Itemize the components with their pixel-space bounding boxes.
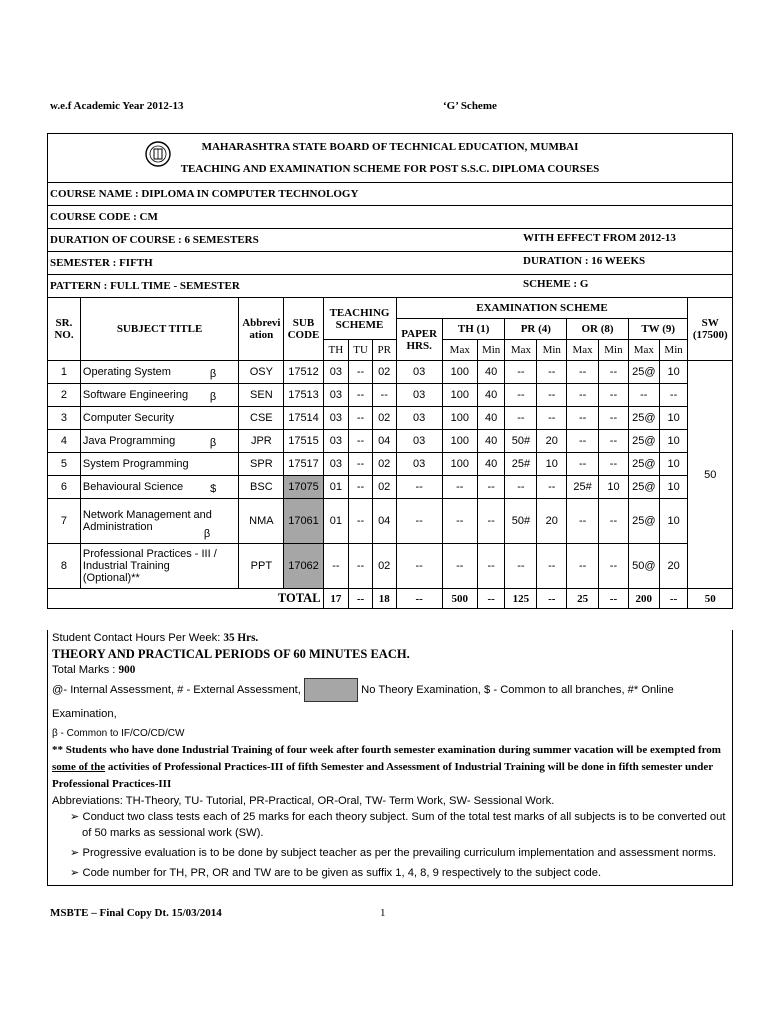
cell-abbrev: PPT: [239, 544, 284, 589]
cell-twmax: 25@: [628, 430, 659, 453]
cell-abbrev: NMA: [239, 499, 284, 544]
col-sw: SW (17500): [688, 298, 733, 361]
cell-twmin: 20: [659, 544, 688, 589]
total-paper: --: [396, 589, 442, 609]
semester-duration: DURATION : 16 WEEKS: [523, 255, 646, 267]
cell-thmax: 100: [442, 453, 477, 476]
cell-twmin: 10: [659, 476, 688, 499]
table-row: [48, 476, 733, 499]
cell-prmax: --: [505, 407, 537, 430]
bullet-text: Progressive evaluation is to be done by subject teacher as per the prevailing curriculum implementation and assessment norms.: [82, 847, 717, 860]
subject-mark: β: [209, 368, 217, 380]
table-row: [48, 499, 733, 544]
bullet-text: Conduct two class tests each of 25 marks for each theory subject. Sum of the total test marks of all subjects is to be converted out of 50 marks as sessional work (SW).: [82, 811, 726, 840]
bullet-text: Code number for TH, PR, OR and TW are to be given as suffix 1, 4, 8, 9 respectively to the subject code.: [82, 867, 602, 880]
cell-thmin: 40: [477, 430, 505, 453]
cell-paper: 03: [396, 453, 442, 476]
cell-thmin: 40: [477, 453, 505, 476]
cell-twmax: 25@: [628, 361, 659, 384]
cell-twmin: 10: [659, 361, 688, 384]
cell-paper: --: [396, 499, 442, 544]
cell-code: 17514: [284, 407, 323, 430]
cell-prmax: 50#: [505, 430, 537, 453]
total-or-max: 25: [567, 589, 599, 609]
cell-prmin: --: [537, 384, 567, 407]
scheme-code: SCHEME : G: [523, 278, 589, 290]
cell-abbrev: OSY: [239, 361, 284, 384]
cell-paper: 03: [396, 361, 442, 384]
cell-ormax: --: [567, 544, 599, 589]
cell-thmin: --: [477, 499, 505, 544]
cell-thmax: 100: [442, 407, 477, 430]
col-or-min: Min: [599, 340, 629, 361]
cell-paper: 03: [396, 407, 442, 430]
cell-thmin: 40: [477, 361, 505, 384]
total-tu: --: [349, 589, 373, 609]
cell-ormin: 10: [599, 476, 629, 499]
col-th-max: Max: [442, 340, 477, 361]
cell-paper: 03: [396, 430, 442, 453]
cell-twmax: 25@: [628, 407, 659, 430]
subject-title: Network Management and Administration: [82, 509, 212, 533]
col-tw-min: Min: [659, 340, 688, 361]
cell-ormin: --: [599, 544, 629, 589]
cell-ormax: 25#: [567, 476, 599, 499]
msbte-logo-icon: [144, 140, 172, 168]
cell-sr: 4: [48, 430, 81, 453]
cell-twmin: --: [659, 384, 688, 407]
cell-paper: --: [396, 476, 442, 499]
cell-code: 17515: [284, 430, 323, 453]
total-th-max: 500: [442, 589, 477, 609]
cell-abbrev: SPR: [239, 453, 284, 476]
cell-code: 17513: [284, 384, 323, 407]
cell-thmax: 100: [442, 384, 477, 407]
subject-title: Operating System: [82, 366, 171, 378]
col-pr: PR (4): [505, 319, 567, 340]
total-label: TOTAL: [48, 589, 324, 609]
students-note-2: some of the: [52, 761, 106, 774]
cell-sr: 8: [48, 544, 81, 589]
cell-twmax: --: [628, 384, 659, 407]
cell-sr: 7: [48, 499, 81, 544]
col-exam: EXAMINATION SCHEME: [396, 298, 688, 319]
cell-tu: --: [349, 544, 373, 589]
cell-sw: 50: [688, 361, 733, 589]
cell-subject: [80, 384, 238, 407]
col-teach-pr: PR: [372, 340, 396, 361]
cell-code: 17517: [284, 453, 323, 476]
subject-mark: $: [210, 483, 217, 495]
bullet-2: ➢ Progressive evaluation is to be done by subject teacher as per the prevailing curriculum implementation and assessment norms.: [70, 847, 717, 860]
scheme-table: [47, 133, 733, 609]
col-sr: SR. NO.: [48, 298, 81, 361]
subject-title: Software Engineering: [82, 389, 189, 401]
legend-a: @- Internal Assessment, # - External Assessment,: [52, 684, 301, 696]
cell-pr: 02: [372, 453, 396, 476]
subject-mark: β: [209, 391, 217, 403]
cell-thmax: --: [442, 544, 477, 589]
col-pr-min: Min: [537, 340, 567, 361]
col-tw: TW (9): [628, 319, 688, 340]
cell-twmax: 25@: [628, 453, 659, 476]
cell-subject: [80, 407, 238, 430]
subject-title: Java Programming: [82, 435, 176, 447]
cell-twmin: 10: [659, 499, 688, 544]
cell-twmin: 10: [659, 407, 688, 430]
cell-tu: --: [349, 499, 373, 544]
total-pr-max: 125: [505, 589, 537, 609]
cell-twmin: 10: [659, 453, 688, 476]
no-theory-swatch: [304, 678, 358, 702]
table-row: [48, 361, 733, 384]
cell-pr: 04: [372, 430, 396, 453]
cell-ormin: --: [599, 453, 629, 476]
cell-th: 03: [323, 407, 349, 430]
col-th: TH (1): [442, 319, 505, 340]
cell-twmin: 10: [659, 430, 688, 453]
cell-th: 03: [323, 453, 349, 476]
cell-abbrev: BSC: [239, 476, 284, 499]
table-row: [48, 430, 733, 453]
cell-thmin: --: [477, 476, 505, 499]
col-teach-tu: TU: [349, 340, 373, 361]
cell-twmax: 50@: [628, 544, 659, 589]
footer-copy: MSBTE – Final Copy Dt. 15/03/2014: [50, 907, 222, 919]
cell-abbrev: CSE: [239, 407, 284, 430]
cell-tu: --: [349, 384, 373, 407]
cell-subject: [80, 430, 238, 453]
cell-ormax: --: [567, 407, 599, 430]
col-paper: PAPER HRS.: [396, 319, 442, 361]
beta-note: β - Common to IF/CO/CD/CW: [52, 728, 185, 740]
cell-sr: 5: [48, 453, 81, 476]
cell-prmin: 10: [537, 453, 567, 476]
col-pr-max: Max: [505, 340, 537, 361]
subject-title: Professional Practices - III / Industrial Training (Optional)**: [82, 548, 217, 584]
cell-prmax: --: [505, 361, 537, 384]
cell-subject: [80, 453, 238, 476]
cell-subject: [80, 476, 238, 499]
cell-thmin: 40: [477, 384, 505, 407]
cell-paper: 03: [396, 384, 442, 407]
subject-mark: β: [209, 437, 217, 449]
cell-thmin: --: [477, 544, 505, 589]
cell-pr: --: [372, 384, 396, 407]
cell-ormax: --: [567, 430, 599, 453]
marks-label: Total Marks :: [52, 664, 116, 676]
cell-prmin: --: [537, 407, 567, 430]
total-or-min: --: [599, 589, 629, 609]
cell-ormax: --: [567, 361, 599, 384]
cell-prmin: --: [537, 544, 567, 589]
contact-value: 35 Hrs.: [223, 632, 259, 644]
cell-ormin: --: [599, 430, 629, 453]
cell-code: 17062: [284, 544, 323, 589]
cell-th: --: [323, 544, 349, 589]
cell-prmax: --: [505, 476, 537, 499]
col-th-min: Min: [477, 340, 505, 361]
cell-thmax: --: [442, 476, 477, 499]
subject-title: Computer Security: [82, 412, 174, 424]
total-th: 17: [323, 589, 349, 609]
subject-title: System Programming: [82, 458, 189, 470]
page-number: 1: [380, 907, 386, 919]
effect-from: WITH EFFECT FROM 2012-13: [523, 232, 676, 244]
col-or-max: Max: [567, 340, 599, 361]
cell-abbrev: SEN: [239, 384, 284, 407]
cell-tu: --: [349, 407, 373, 430]
cell-prmin: 20: [537, 499, 567, 544]
cell-ormin: --: [599, 384, 629, 407]
marks-value: 900: [118, 664, 136, 676]
cell-tu: --: [349, 430, 373, 453]
cell-prmax: 50#: [505, 499, 537, 544]
cell-pr: 02: [372, 361, 396, 384]
cell-thmax: 100: [442, 430, 477, 453]
col-tw-max: Max: [628, 340, 659, 361]
cell-thmin: 40: [477, 407, 505, 430]
cell-ormax: --: [567, 453, 599, 476]
pattern: PATTERN : FULL TIME - SEMESTER: [50, 280, 240, 292]
cell-th: 01: [323, 476, 349, 499]
contact-label: Student Contact Hours Per Week:: [52, 632, 221, 644]
cell-pr: 02: [372, 476, 396, 499]
cell-code: 17512: [284, 361, 323, 384]
cell-ormin: --: [599, 499, 629, 544]
col-teaching: TEACHING SCHEME: [323, 298, 396, 340]
cell-code: 17075: [284, 476, 323, 499]
cell-th: 03: [323, 430, 349, 453]
cell-tu: --: [349, 476, 373, 499]
cell-th: 03: [323, 361, 349, 384]
total-sw: 50: [688, 589, 733, 609]
periods-note: THEORY AND PRACTICAL PERIODS OF 60 MINUTES EACH.: [52, 647, 410, 661]
cell-ormin: --: [599, 361, 629, 384]
cell-sr: 1: [48, 361, 81, 384]
cell-sr: 3: [48, 407, 81, 430]
bullet-1: ➢ Conduct two class tests each of 25 marks for each theory subject. Sum of the total test marks of all subjects is to be converted out of 50 marks as sessional work (SW).: [70, 811, 726, 840]
academic-year: w.e.f Academic Year 2012-13: [50, 100, 184, 112]
cell-thmax: --: [442, 499, 477, 544]
cell-paper: --: [396, 544, 442, 589]
cell-prmin: --: [537, 361, 567, 384]
table-row: [48, 407, 733, 430]
cell-pr: 02: [372, 544, 396, 589]
scheme-label: ‘G’ Scheme: [443, 100, 497, 112]
col-abbrev: Abbrevi ation: [239, 298, 284, 361]
scheme-title: TEACHING AND EXAMINATION SCHEME FOR POST S.S.C. DIPLOMA COURSES: [180, 163, 600, 175]
legend-b: No Theory Examination, $ - Common to all branches, #* Online Examination,: [52, 684, 674, 721]
cell-prmax: --: [505, 544, 537, 589]
cell-th: 03: [323, 384, 349, 407]
cell-ormin: --: [599, 407, 629, 430]
cell-sr: 2: [48, 384, 81, 407]
col-subject: SUBJECT TITLE: [80, 298, 238, 361]
notes-section: [47, 630, 733, 886]
cell-abbrev: JPR: [239, 430, 284, 453]
total-pr-min: --: [537, 589, 567, 609]
total-tw-max: 200: [628, 589, 659, 609]
cell-prmax: --: [505, 384, 537, 407]
students-note-1: ** Students who have done Industrial Training of four week after fourth semester examination during summer vacation will be exempted from: [52, 744, 721, 757]
cell-sr: 6: [48, 476, 81, 499]
abbreviations-note: Abbreviations: TH-Theory, TU- Tutorial, PR-Practical, OR-Oral, TW- Term Work, SW- Sessional Work.: [52, 795, 555, 808]
total-tw-min: --: [659, 589, 688, 609]
cell-thmax: 100: [442, 361, 477, 384]
semester: SEMESTER : FIFTH: [50, 257, 153, 269]
students-note-3: activities of Professional Practices-III of fifth Semester and Assessment of Industrial Training will be done in fifth semester under Professional Practices-III: [52, 761, 713, 791]
cell-pr: 02: [372, 407, 396, 430]
subject-mark: β: [203, 528, 211, 540]
col-or: OR (8): [567, 319, 629, 340]
bullet-3: ➢ Code number for TH, PR, OR and TW are to be given as suffix 1, 4, 8, 9 respectively to the subject code.: [70, 867, 602, 880]
cell-pr: 04: [372, 499, 396, 544]
cell-subject: [80, 361, 238, 384]
cell-prmin: --: [537, 476, 567, 499]
cell-ormax: --: [567, 384, 599, 407]
table-row: [48, 453, 733, 476]
course-code: COURSE CODE : CM: [48, 206, 733, 229]
course-duration: DURATION OF COURSE : 6 SEMESTERS: [50, 234, 259, 246]
cell-twmax: 25@: [628, 499, 659, 544]
total-pr: 18: [372, 589, 396, 609]
cell-th: 01: [323, 499, 349, 544]
table-row: [48, 384, 733, 407]
cell-ormax: --: [567, 499, 599, 544]
board-title: MAHARASHTRA STATE BOARD OF TECHNICAL EDUCATION, MUMBAI: [201, 141, 579, 153]
cell-code: 17061: [284, 499, 323, 544]
cell-tu: --: [349, 361, 373, 384]
total-th-min: --: [477, 589, 505, 609]
cell-subject: [80, 544, 238, 589]
cell-prmax: 25#: [505, 453, 537, 476]
cell-tu: --: [349, 453, 373, 476]
table-row: [48, 544, 733, 589]
col-teach-th: TH: [323, 340, 349, 361]
cell-subject: [80, 499, 238, 544]
subject-title: Behavioural Science: [82, 481, 184, 493]
col-code: SUB CODE: [284, 298, 323, 361]
course-name: COURSE NAME : DIPLOMA IN COMPUTER TECHNOLOGY: [48, 183, 733, 206]
cell-prmin: 20: [537, 430, 567, 453]
cell-twmax: 25@: [628, 476, 659, 499]
